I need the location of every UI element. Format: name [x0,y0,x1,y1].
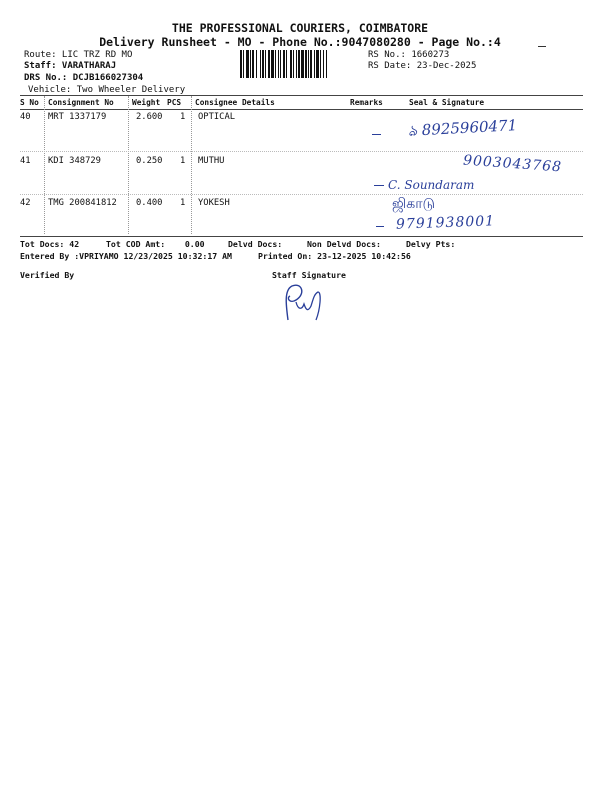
remark-dash [376,226,384,227]
column-divider [128,96,129,234]
row-divider [20,151,583,152]
handwritten-phone: 9003043768 [462,152,563,176]
column-header-remarks: Remarks [350,98,383,107]
table-header-rule [20,109,583,110]
row-sno: 40 [20,112,31,122]
non-delivered-docs: Non Delvd Docs: [307,239,381,249]
handwritten-name: ஜிகாடு [392,196,435,212]
staff-signature-label: Staff Signature [272,270,346,280]
delivery-points: Delvy Pts: [406,239,456,249]
entered-by: Entered By :VPRIYAMO 12/23/2025 10:32:17 AM [20,251,232,261]
verified-by-label: Verified By [20,270,75,280]
document-title: THE PROFESSIONAL COURIERS, COIMBATORE [171,21,429,35]
table-bottom-rule [20,236,583,237]
row-weight: 2.600 [136,112,163,122]
row-pcs: 1 [180,198,186,208]
printed-on: Printed On: 23-12-2025 10:42:56 [258,251,411,261]
row-consignee: MUTHU [198,156,225,166]
column-divider [44,96,45,234]
handwritten-signature: ঌ 8925960471 [407,116,518,140]
row-consignment: MRT 1337179 [48,112,107,122]
row-divider [20,194,583,195]
barcode-image [240,50,364,78]
column-header-sno: S No [20,98,39,107]
total-cod-amount: Tot COD Amt: 0.00 [106,239,205,249]
row-consignee: YOKESH [198,198,230,208]
staff-signature-image [278,280,330,326]
rs-number: RS No.: 1660273 [368,50,450,60]
column-header-weight: Weight [132,98,161,107]
column-header-seal-signature: Seal & Signature [409,98,485,107]
row-pcs: 1 [180,112,186,122]
staff-signature-text: Pew [278,280,280,281]
document-subtitle: Delivery Runsheet - MO - Phone No.:9047080280 - Page No.:4 [99,35,501,49]
row-weight: 0.250 [136,156,163,166]
column-divider [191,96,192,234]
total-docs: Tot Docs: 42 [20,239,80,249]
handwritten-name: C. Soundaram [388,178,475,192]
rs-date: RS Date: 23-Dec-2025 [368,61,477,71]
row-sno: 41 [20,156,31,166]
corner-mark [538,46,546,47]
column-header-consignment: Consignment No [48,98,114,107]
row-consignment: KDI 348729 [48,156,101,166]
handwritten-phone: 9791938001 [395,213,496,233]
row-pcs: 1 [180,156,186,166]
row-weight: 0.400 [136,198,163,208]
staff-text: Staff: VARATHARAJ [24,61,117,71]
route-text: Route: LIC TRZ RD MO [24,50,133,60]
remark-dash [374,185,384,186]
column-header-pcs: PCS [167,98,182,107]
handwritten-phone: 8925960471 [421,116,518,140]
drs-number: DRS No.: DCJB166027304 [24,73,144,83]
vehicle-text: Vehicle: Two Wheeler Delivery [28,85,186,95]
remark-dash [372,134,381,135]
row-consignment: TMG 200841812 [48,198,117,208]
row-sno: 42 [20,198,31,208]
table-top-rule [20,95,583,96]
column-header-consignee: Consignee Details [195,98,275,107]
row-consignee: OPTICAL [198,112,236,122]
delivered-docs: Delvd Docs: [228,239,283,249]
